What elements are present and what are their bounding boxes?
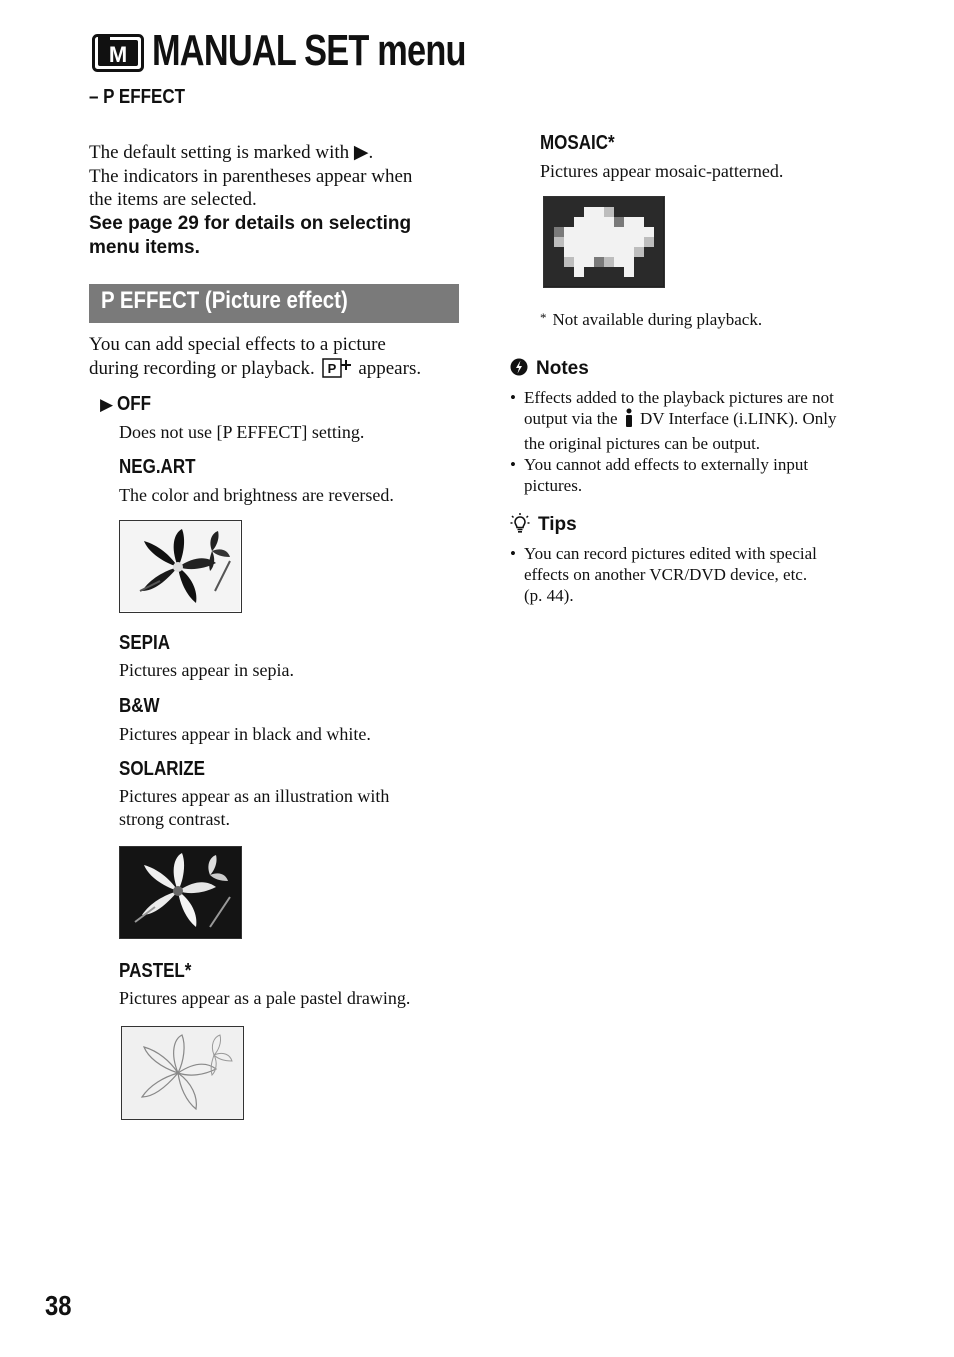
section-title: P EFFECT (Picture effect) xyxy=(101,287,348,314)
note-line: You cannot add effects to externally input xyxy=(524,455,809,474)
note-line: Effects added to the playback pictures are not xyxy=(524,388,834,407)
tips-header xyxy=(510,512,577,539)
item-label: SOLARIZE xyxy=(119,758,205,780)
default-marker-icon: ▶ xyxy=(100,395,114,414)
tip-line: You can record pictures edited with special xyxy=(524,544,817,563)
item-desc: Pictures appear as a pale pastel drawing. xyxy=(119,988,411,1008)
item-desc: Pictures appear mosaic-patterned. xyxy=(540,161,784,181)
intro-line: The default setting is marked with ▶. xyxy=(89,142,374,163)
note-line: the original pictures can be output. xyxy=(524,434,761,453)
tips-lightbulb-icon xyxy=(510,512,530,539)
item-desc: The color and brightness are reversed. xyxy=(119,485,394,505)
intro-line: the items are selected. xyxy=(89,189,257,210)
item-desc: strong contrast. xyxy=(119,809,230,829)
section-desc-line: You can add special effects to a picture xyxy=(89,334,386,355)
footnote-text: Not available during playback. xyxy=(552,310,763,329)
note-line: output via the xyxy=(524,409,618,428)
note-line: pictures. xyxy=(524,476,583,495)
item-label: NEG.ART xyxy=(119,456,196,478)
intro-line: The indicators in parentheses appear when xyxy=(89,165,413,187)
item-label: SEPIA xyxy=(119,632,171,654)
footnote xyxy=(540,310,762,330)
tip-line: (p. 44). xyxy=(524,586,574,605)
footnote-mark: * xyxy=(540,310,547,325)
item-label: OFF xyxy=(117,393,152,415)
item-desc: Pictures appear as an illustration with xyxy=(119,786,390,806)
tip-line: effects on another VCR/DVD device, etc. xyxy=(524,565,808,584)
section-desc-line: during recording or playback. xyxy=(89,357,315,379)
svg-text:M: M xyxy=(108,42,128,67)
item-label: PASTEL* xyxy=(119,960,192,982)
ilink-icon xyxy=(624,408,634,433)
intro-text xyxy=(89,141,469,260)
section-desc-line: appears. xyxy=(358,357,422,379)
notes-header xyxy=(510,358,589,381)
intro-bold-line: See page 29 for details on selecting xyxy=(89,212,412,234)
notes-heading: Notes xyxy=(536,358,589,379)
page-title: MANUAL SET menu xyxy=(152,26,466,75)
item-off xyxy=(100,393,157,416)
manual-camera-icon xyxy=(92,34,144,72)
item-desc: Does not use [P EFFECT] setting. xyxy=(119,422,365,442)
solarize-sample-image xyxy=(119,846,242,939)
section-description xyxy=(89,333,469,384)
intro-bold-line: menu items. xyxy=(89,236,200,258)
picture-effect-icon xyxy=(322,358,352,385)
mosaic-sample-image xyxy=(543,196,665,288)
notes-icon xyxy=(510,358,528,381)
tips-heading: Tips xyxy=(538,514,577,535)
neg-art-sample-image xyxy=(119,520,242,613)
item-desc: Pictures appear in black and white. xyxy=(119,724,371,744)
item-desc: Pictures appear in sepia. xyxy=(119,660,294,680)
note-line: DV Interface (i.LINK). Only xyxy=(639,409,837,428)
page-number: 38 xyxy=(45,1290,72,1321)
svg-text:P: P xyxy=(327,360,336,376)
item-label: B&W xyxy=(119,695,160,717)
item-label: MOSAIC* xyxy=(540,132,615,154)
page-subtitle: – P EFFECT xyxy=(89,86,186,108)
pastel-sample-image xyxy=(121,1026,244,1120)
